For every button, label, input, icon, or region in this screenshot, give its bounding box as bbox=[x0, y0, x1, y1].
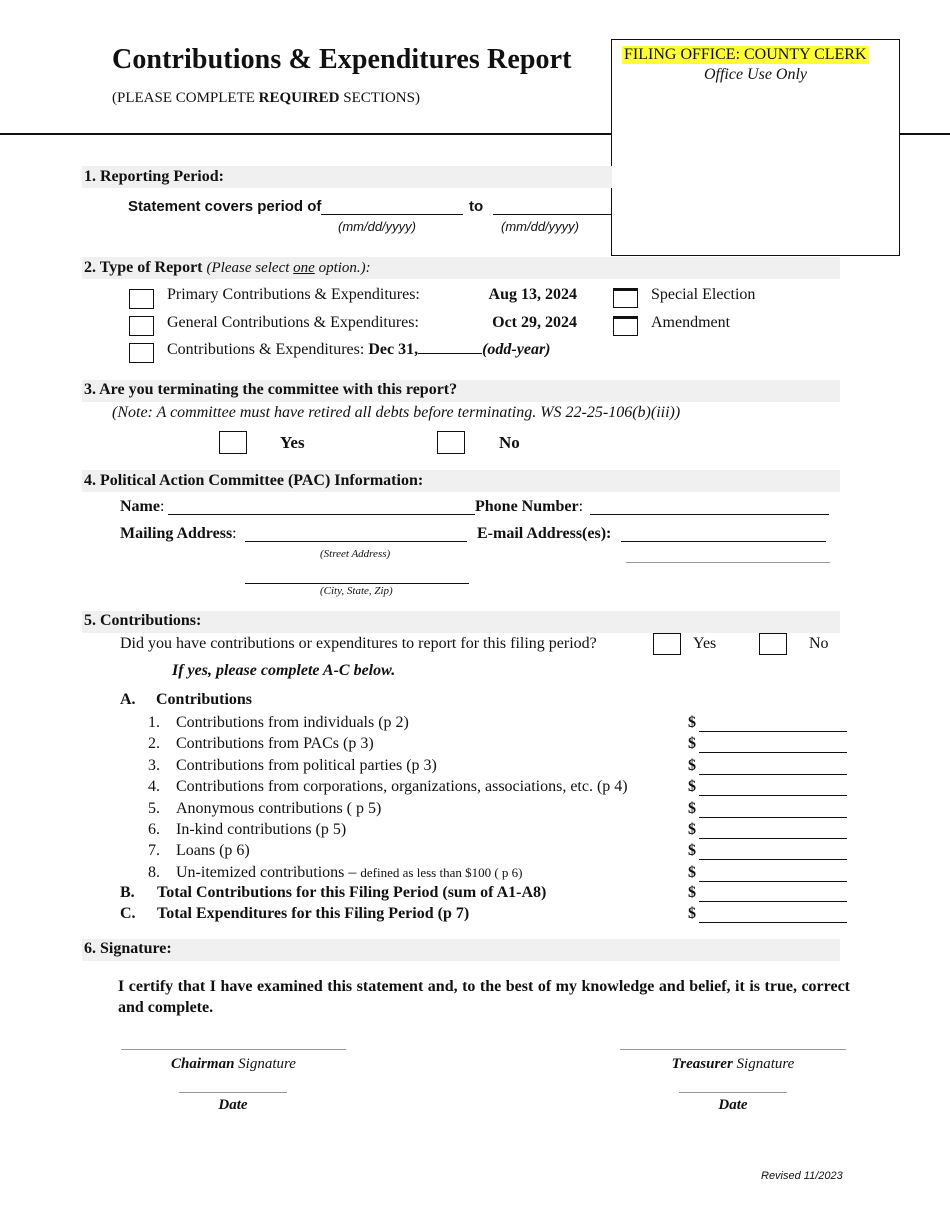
total-contributions-field[interactable] bbox=[699, 901, 847, 902]
contribution-amount-field[interactable] bbox=[699, 859, 847, 860]
contribution-dollar-sign: $ bbox=[688, 864, 696, 881]
contributions-yes-label: Yes bbox=[693, 635, 717, 652]
total-expenditures-field[interactable] bbox=[699, 922, 847, 923]
contribution-item-number: 2. bbox=[148, 735, 160, 752]
treasurer-date-line[interactable] bbox=[679, 1092, 787, 1093]
section-b-letter: B. bbox=[120, 884, 135, 901]
street-address-field[interactable] bbox=[245, 541, 467, 542]
section6-heading: 6. Signature: bbox=[84, 940, 172, 957]
period-end-field[interactable] bbox=[493, 214, 611, 215]
date-hint-start: (mm/dd/yyyy) bbox=[338, 219, 416, 234]
section1-heading: 1. Reporting Period: bbox=[84, 168, 224, 185]
primary-checkbox[interactable] bbox=[129, 289, 154, 309]
contribution-dollar-sign: $ bbox=[688, 714, 696, 731]
to-label: to bbox=[469, 198, 484, 215]
revised-note: Revised 11/2023 bbox=[761, 1170, 843, 1182]
phone-field[interactable] bbox=[590, 514, 829, 515]
contributions-yes-checkbox[interactable] bbox=[653, 633, 681, 655]
primary-option: Primary Contributions & Expenditures: Aug 13, 2024 bbox=[167, 286, 577, 303]
amendment-label: Amendment bbox=[651, 314, 731, 331]
treasurer-date-label: Date bbox=[718, 1097, 748, 1113]
section6-band bbox=[82, 939, 840, 961]
chairman-signature-line[interactable] bbox=[121, 1049, 346, 1050]
contribution-item-number: 1. bbox=[148, 714, 160, 731]
certification-text: I certify that I have examined this statement and, to the best of my knowledge and belief, it is true, correct and complete. bbox=[118, 978, 850, 1016]
general-option: General Contributions & Expenditures: Oct 29, 2024 bbox=[167, 314, 577, 331]
office-use-only: Office Use Only bbox=[703, 66, 808, 83]
chairman-date-line[interactable] bbox=[179, 1092, 287, 1093]
page-subtitle: (PLEASE COMPLETE REQUIRED SECTIONS) bbox=[112, 90, 420, 106]
special-election-label: Special Election bbox=[651, 286, 756, 303]
email-field-1[interactable] bbox=[621, 541, 826, 542]
chairman-date-label: Date bbox=[218, 1097, 248, 1113]
section-a-letter: A. bbox=[120, 691, 136, 708]
section4-heading: 4. Political Action Committee (PAC) Information: bbox=[84, 472, 424, 489]
contribution-dollar-sign: $ bbox=[688, 757, 696, 774]
contributions-no-label: No bbox=[809, 635, 829, 652]
contribution-dollar-sign: $ bbox=[688, 800, 696, 817]
date-hint-end: (mm/dd/yyyy) bbox=[501, 219, 579, 234]
total-contributions-dollar: $ bbox=[688, 884, 696, 901]
treasurer-signature-label: Treasurer Signature bbox=[671, 1056, 795, 1072]
contribution-item-label: Contributions from corporations, organizations, associations, etc. (p 4) bbox=[176, 778, 628, 795]
odd-year-option: Contributions & Expenditures: Dec 31, (odd-year) bbox=[167, 341, 551, 358]
section-b-title: Total Contributions for this Filing Period (sum of A1-A8) bbox=[157, 884, 547, 901]
contribution-amount-field[interactable] bbox=[699, 838, 847, 839]
contributions-no-checkbox[interactable] bbox=[759, 633, 787, 655]
terminate-no-checkbox[interactable] bbox=[437, 431, 465, 454]
odd-year-checkbox[interactable] bbox=[129, 343, 154, 363]
contribution-dollar-sign: $ bbox=[688, 821, 696, 838]
name-label: Name: bbox=[120, 498, 165, 515]
page-title: Contributions & Expenditures Report bbox=[112, 44, 572, 75]
contribution-amount-field[interactable] bbox=[699, 752, 847, 753]
section5-question: Did you have contributions or expenditures to report for this filing period? bbox=[120, 635, 597, 652]
section-a-title: Contributions bbox=[156, 691, 253, 708]
contribution-item-label: Un-itemized contributions – defined as less than $100 ( p 6) bbox=[176, 864, 523, 881]
terminate-no-label: No bbox=[499, 433, 520, 452]
contribution-item-number: 6. bbox=[148, 821, 160, 838]
section3-note: (Note: A committee must have retired all debts before terminating. WS 22-25-106(b)(iii)) bbox=[112, 404, 681, 421]
filing-office-box bbox=[611, 39, 900, 256]
special-election-checkbox[interactable] bbox=[613, 288, 638, 308]
terminate-yes-checkbox[interactable] bbox=[219, 431, 247, 454]
period-start-field[interactable] bbox=[321, 214, 463, 215]
city-state-zip-field[interactable] bbox=[245, 583, 469, 584]
terminate-yes-label: Yes bbox=[280, 433, 305, 452]
mailing-label: Mailing Address: bbox=[120, 525, 237, 542]
filing-office-label: FILING OFFICE: COUNTY CLERK bbox=[624, 46, 867, 63]
contribution-amount-field[interactable] bbox=[699, 774, 847, 775]
odd-year-field[interactable] bbox=[418, 341, 482, 354]
contribution-item-label: In-kind contributions (p 5) bbox=[176, 821, 347, 838]
section-c-letter: C. bbox=[120, 905, 136, 922]
section5-instruction: If yes, please complete A-C below. bbox=[172, 662, 396, 679]
name-field[interactable] bbox=[168, 514, 475, 515]
total-expenditures-dollar: $ bbox=[688, 905, 696, 922]
phone-label: Phone Number: bbox=[475, 498, 584, 515]
contribution-item-number: 5. bbox=[148, 800, 160, 817]
general-checkbox[interactable] bbox=[129, 316, 154, 336]
section5-heading: 5. Contributions: bbox=[84, 612, 202, 629]
section-c-title: Total Expenditures for this Filing Period (p 7) bbox=[157, 905, 470, 922]
contribution-dollar-sign: $ bbox=[688, 778, 696, 795]
contribution-item-label: Anonymous contributions ( p 5) bbox=[176, 800, 382, 817]
contribution-item-number: 7. bbox=[148, 842, 160, 859]
street-hint: (Street Address) bbox=[320, 548, 391, 560]
contribution-amount-field[interactable] bbox=[699, 731, 847, 732]
email-field-2[interactable] bbox=[626, 562, 830, 563]
amendment-checkbox[interactable] bbox=[613, 316, 638, 336]
contribution-item-number: 3. bbox=[148, 757, 160, 774]
contribution-amount-field[interactable] bbox=[699, 795, 847, 796]
chairman-signature-label: Chairman Signature bbox=[171, 1056, 296, 1072]
contribution-item-label: Loans (p 6) bbox=[176, 842, 250, 859]
contribution-item-label: Contributions from PACs (p 3) bbox=[176, 735, 374, 752]
contribution-item-number: 4. bbox=[148, 778, 160, 795]
city-hint: (City, State, Zip) bbox=[320, 585, 393, 597]
contribution-item-label: Contributions from political parties (p 3) bbox=[176, 757, 437, 774]
treasurer-signature-line[interactable] bbox=[620, 1049, 846, 1050]
contribution-dollar-sign: $ bbox=[688, 735, 696, 752]
contribution-dollar-sign: $ bbox=[688, 842, 696, 859]
contribution-item-number: 8. bbox=[148, 864, 160, 881]
section3-heading: 3. Are you terminating the committee with this report? bbox=[84, 381, 458, 398]
email-label: E-mail Address(es): bbox=[477, 525, 612, 542]
contribution-amount-field[interactable] bbox=[699, 817, 847, 818]
contribution-amount-field[interactable] bbox=[699, 881, 847, 882]
statement-label: Statement covers period of bbox=[128, 198, 322, 215]
section2-heading: 2. Type of Report (Please select one option.): bbox=[84, 259, 371, 276]
contribution-item-label: Contributions from individuals (p 2) bbox=[176, 714, 409, 731]
